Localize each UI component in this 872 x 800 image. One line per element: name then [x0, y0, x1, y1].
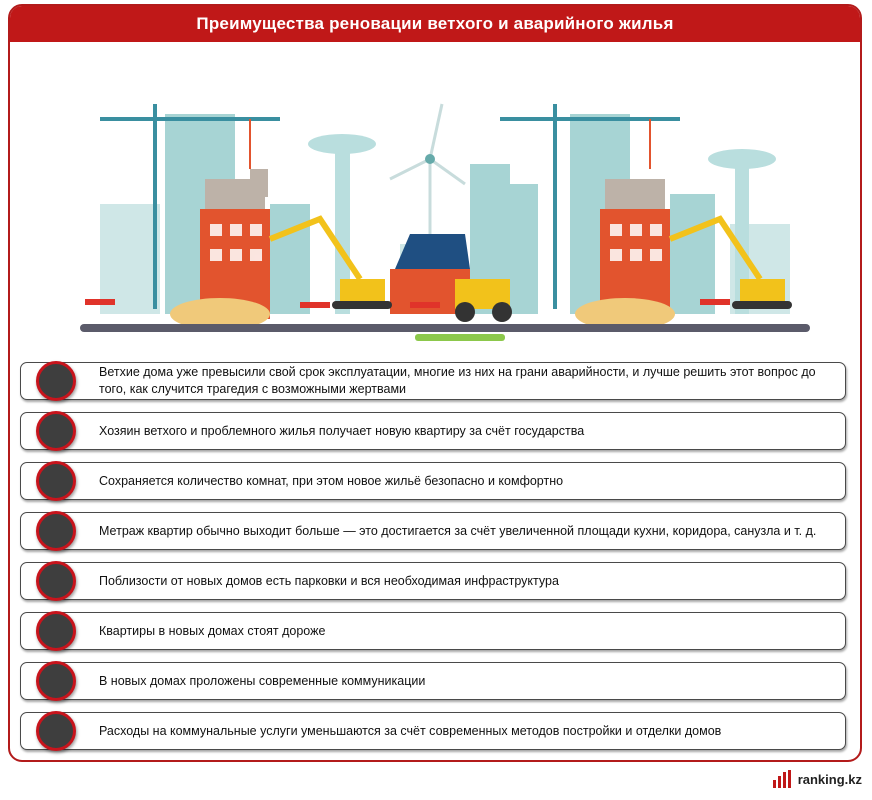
- list-item-text: Метраж квартир обычно выходит больше — это достигается за счёт увеличенной площади кухни, коридора, санузла и т. д.: [99, 523, 817, 538]
- bullet-circle-icon: [36, 711, 76, 751]
- bullet-circle-icon: [36, 411, 76, 451]
- list-item-text: Поблизости от новых домов есть парковки и вся необходимая инфраструктура: [99, 573, 559, 588]
- list-item: [20, 412, 846, 450]
- list-item: [20, 612, 846, 650]
- list-item-text: Хозяин ветхого и проблемного жилья получает новую квартиру за счёт государства: [99, 423, 585, 438]
- list-item-text: Сохраняется количество комнат, при этом новое жильё безопасно и комфортно: [99, 473, 564, 488]
- list-item-text: Ветхие дома уже превысили свой срок эксплуатации, многие из них на грани аварийности, и лучше решить этот вопрос до того, как случится трагедия с возможными жертвами: [99, 365, 816, 396]
- bullet-circle-icon: [36, 611, 76, 651]
- list-item: [20, 512, 846, 550]
- list-item-text: Квартиры в новых домах стоят дороже: [99, 623, 326, 638]
- bullet-circle-icon: [36, 661, 76, 701]
- list-item-text: В новых домах проложены современные коммуникации: [99, 673, 426, 688]
- brand-logo-text: ranking.kz: [797, 771, 862, 787]
- list-item: [20, 662, 846, 700]
- bullet-circle-icon: [36, 361, 76, 401]
- bullet-circle-icon: [36, 511, 76, 551]
- brand-logo: [773, 770, 862, 788]
- bar-chart-icon: [773, 770, 793, 788]
- page-title: Преимущества реновации ветхого и аварийного жилья: [10, 6, 860, 42]
- list-item: [20, 712, 846, 750]
- list-item: [20, 462, 846, 500]
- bullet-circle-icon: [36, 461, 76, 501]
- construction-illustration: [70, 84, 830, 364]
- bullet-circle-icon: [36, 561, 76, 601]
- list-item: [20, 562, 846, 600]
- list-item: [20, 362, 846, 400]
- list-item-text: Расходы на коммунальные услуги уменьшаются за счёт современных методов постройки и отделки домов: [99, 723, 722, 738]
